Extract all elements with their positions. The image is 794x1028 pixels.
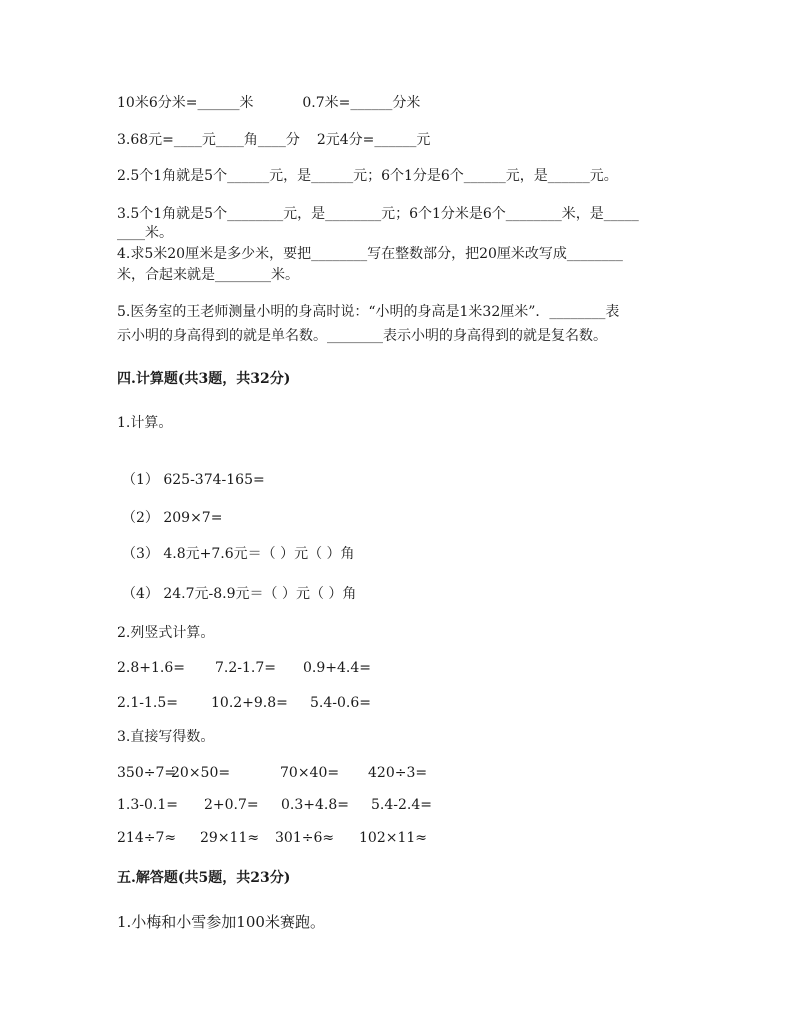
calc-item: （4） 24.7元-8.9元＝（ ）元（ ）角 bbox=[122, 586, 357, 602]
fill-text: 示小明的身高得到的就是单名数。________表示小明的身高得到的就是复名数。 bbox=[117, 328, 607, 344]
fill-text: 10米6分米=______米 bbox=[117, 95, 254, 111]
expr: 7.2-1.7= bbox=[215, 660, 276, 676]
expr: 1.3-0.1= bbox=[117, 797, 178, 813]
fill-text: 5.医务室的王老师测量小明的身高时说：“小明的身高是1米32厘米”．________表 bbox=[117, 304, 620, 320]
fill-text: 3.5个1角就是5个________元，是________元；6个1分米是6个________米，是_____ bbox=[117, 206, 639, 222]
section-heading: 五.解答题(共5题，共23分) bbox=[117, 870, 291, 886]
calc-item: （3） 4.8元+7.6元＝（ ）元（ ）角 bbox=[122, 546, 355, 562]
expr: 2.8+1.6= bbox=[117, 660, 185, 676]
fill-line-4b bbox=[117, 224, 173, 242]
fill-line-2 bbox=[117, 131, 430, 149]
section-heading: 四.计算题(共3题，共32分) bbox=[117, 371, 291, 387]
fill-line-3 bbox=[117, 167, 618, 185]
expr: 301÷6≈ bbox=[275, 830, 335, 846]
question-title: 2.列竖式计算。 bbox=[117, 625, 215, 641]
expr: 420÷3= bbox=[368, 765, 428, 781]
fill-line-5a bbox=[117, 245, 623, 263]
fill-line-4a bbox=[117, 205, 639, 223]
question-title: 1.计算。 bbox=[117, 415, 173, 431]
expr: 5.4-0.6= bbox=[310, 695, 371, 711]
fill-text: 米，合起来就是________米。 bbox=[117, 267, 299, 283]
fill-line-6b bbox=[117, 327, 607, 345]
fill-line-6a bbox=[117, 303, 619, 321]
expr: 70×40= bbox=[280, 765, 340, 781]
fill-text: 0.7米=______分米 bbox=[302, 95, 421, 111]
calc-item: （1） 625-374-165= bbox=[122, 472, 265, 488]
expr: 0.3+4.8= bbox=[281, 797, 349, 813]
expr: 5.4-2.4= bbox=[371, 797, 432, 813]
fill-text: 2.5个1角就是5个______元，是______元；6个1分是6个______元，是______元。 bbox=[117, 168, 618, 184]
expr: 29×11≈ bbox=[200, 830, 260, 846]
question-text: 1.小梅和小雪参加100米赛跑。 bbox=[117, 913, 325, 931]
fill-text: 4.求5米20厘米是多少米，要把________写在整数部分，把20厘米改写成________ bbox=[117, 246, 623, 262]
fill-line-1 bbox=[117, 94, 420, 112]
expr: 2.1-1.5= bbox=[117, 695, 178, 711]
expr: 102×11≈ bbox=[359, 830, 427, 846]
fill-text: 3.68元=____元____角____分 bbox=[117, 132, 300, 148]
expr: 10.2+9.8= bbox=[211, 695, 288, 711]
calc-item: （2） 209×7= bbox=[122, 510, 223, 526]
expr: 350÷7= bbox=[117, 765, 177, 781]
expr: 2+0.7= bbox=[204, 797, 259, 813]
fill-text: 2元4分=______元 bbox=[316, 132, 431, 148]
expr: 20×50= bbox=[171, 765, 231, 781]
fill-text: ____米。 bbox=[117, 225, 173, 241]
expr: 214÷7≈ bbox=[117, 830, 177, 846]
expr: 0.9+4.4= bbox=[303, 660, 371, 676]
question-title: 3.直接写得数。 bbox=[117, 729, 215, 745]
fill-line-5b bbox=[117, 266, 299, 284]
